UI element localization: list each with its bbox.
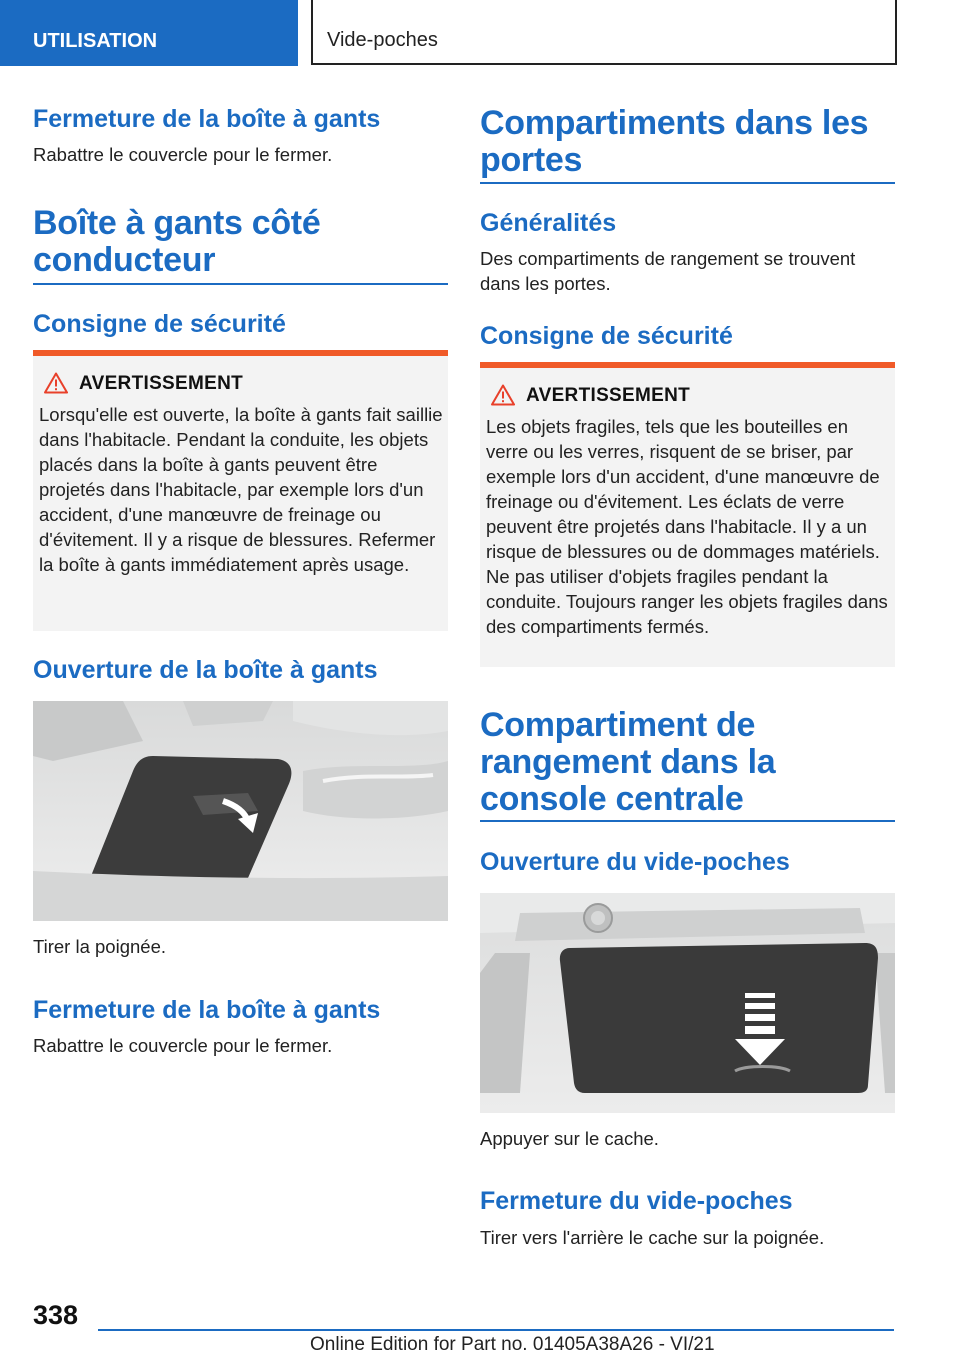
opening-tray-heading: Ouverture du vide-poches	[480, 848, 790, 876]
section-divider	[33, 283, 448, 285]
general-text: Des compartiments de rangement se trouvent dans les portes.	[480, 248, 856, 294]
warning-triangle-icon	[44, 372, 68, 394]
console-compartment-heading: Compartiment de rangement dans la console centrale	[480, 706, 776, 818]
door-compartments-heading: Compartiments dans les portes	[480, 104, 869, 179]
header-chapter-label: Vide-poches	[327, 29, 438, 51]
closing-glovebox-text-2: Rabattre le couvercle pour le fermer.	[33, 1035, 333, 1056]
footer-edition: Online Edition for Part no. 01405A38A26 - VI/21	[310, 1334, 715, 1355]
safety-heading-left: Consigne de sécurité	[33, 310, 286, 338]
driver-glovebox-heading: Boîte à gants côté conducteur	[33, 204, 321, 279]
warning-label-left: AVERTISSEMENT	[79, 373, 244, 394]
opening-glovebox-heading: Ouverture de la boîte à gants	[33, 656, 378, 684]
warning-box-right	[480, 362, 895, 667]
warning-box-left	[33, 350, 448, 631]
closing-tray-text: Tirer vers l'arrière le cache sur la poignée.	[480, 1227, 825, 1248]
header-section-label: UTILISATION	[33, 30, 158, 52]
safety-heading-right: Consigne de sécurité	[480, 322, 733, 350]
section-divider	[480, 820, 895, 822]
general-heading: Généralités	[480, 209, 617, 237]
footer-divider	[98, 1329, 894, 1331]
closing-glovebox-heading: Fermeture de la boîte à gants	[33, 105, 381, 133]
closing-glovebox-text: Rabattre le couvercle pour le fermer.	[33, 144, 333, 165]
closing-glovebox-heading-2: Fermeture de la boîte à gants	[33, 996, 381, 1024]
warning-label-right: AVERTISSEMENT	[526, 385, 691, 406]
opening-glovebox-caption: Tirer la poignée.	[33, 936, 166, 957]
closing-tray-heading: Fermeture du vide-poches	[480, 1187, 793, 1215]
warning-text-right: Les objets fragiles, tels que les bouteilles en verre ou les verres, risquent de se briser, par exemple lors d'un accident, d'une manœuvre de freinage ou d'évitement. Les éclats de verre peuvent être projetés dans l'habitacle. Il y a un risque de blessures ou de dommages matériels. Ne pas utiliser d'objets fragiles pendant la conduite. Toujours ranger les objets fragiles dans des compartiments fermés.	[486, 416, 888, 637]
console-tray-photo	[480, 893, 895, 1113]
section-divider	[480, 182, 895, 184]
header-chapter-tab	[311, 0, 897, 65]
warning-triangle-icon	[491, 384, 515, 406]
opening-tray-caption: Appuyer sur le cache.	[480, 1128, 659, 1149]
page-number: 338	[33, 1300, 79, 1330]
warning-text-left: Lorsqu'elle est ouverte, la boîte à gants fait saillie dans l'habitacle. Pendant la conduite, les objets placés dans la boîte à gants peuvent être projetés dans l'habitacle, par exemple lors d'un accident, d'une manœuvre de freinage ou d'évitement. Il y a risque de blessures. Refermer la boîte à gants immédiatement après usage.	[39, 404, 443, 575]
glovebox-photo	[33, 701, 448, 921]
header-section-tab	[0, 0, 298, 66]
